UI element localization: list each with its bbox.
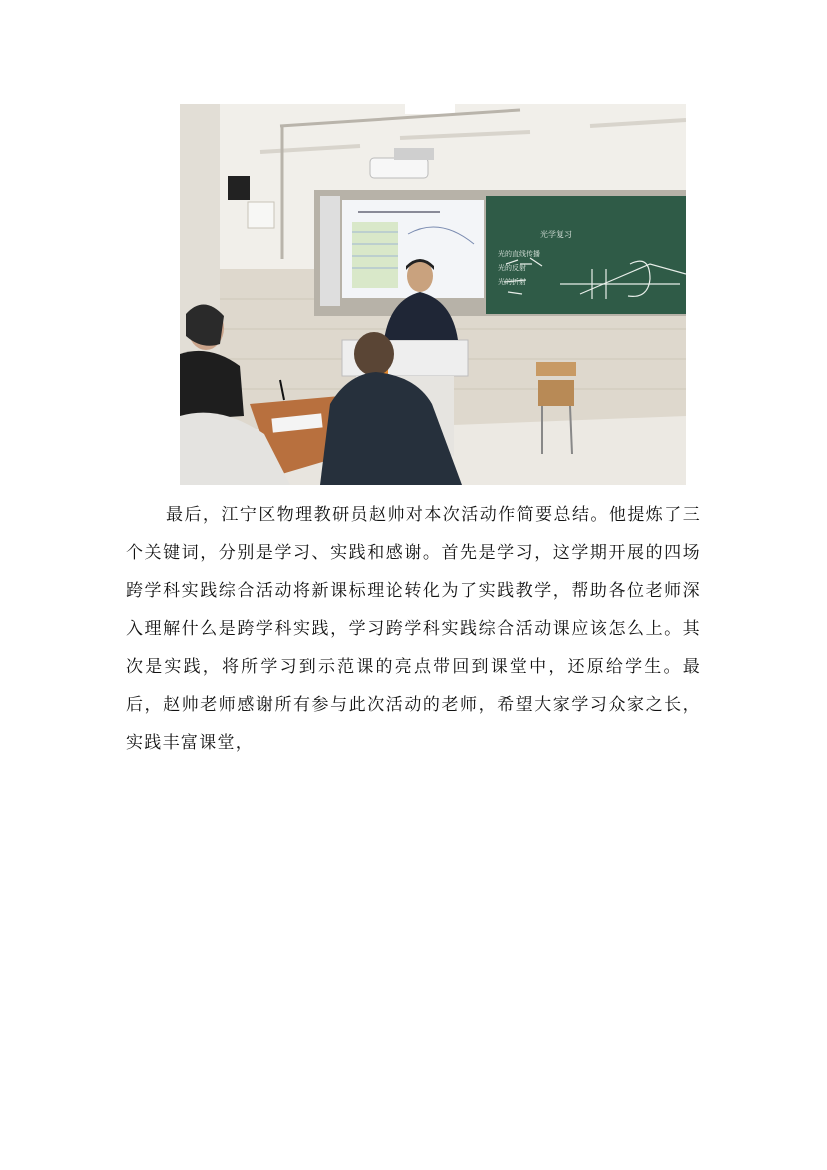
svg-text:光学复习: 光学复习 bbox=[540, 230, 572, 239]
classroom-photo bbox=[180, 104, 686, 485]
body-paragraph: 最后，江宁区物理教研员赵帅对本次活动作简要总结。他提炼了三个关键词，分别是学习、实践和感谢。首先是学习，这学期开展的四场跨学科实践综合活动将新课标理论转化为了实践教学，帮助各位老师深入理解什么是跨学科实践，学习跨学科实践综合活动课应该怎么上。其次是实践，将所学习到示范课的亮点带回到课堂中，还原给学生。最后，赵帅老师感谢所有参与此次活动的老师，希望大家学习众家之长，实践丰富课堂， bbox=[126, 505, 701, 753]
svg-text:光的折射: 光的折射 bbox=[498, 278, 526, 286]
svg-text:光的直线传播: 光的直线传播 bbox=[498, 250, 540, 258]
svg-text:光的反射: 光的反射 bbox=[498, 264, 526, 272]
